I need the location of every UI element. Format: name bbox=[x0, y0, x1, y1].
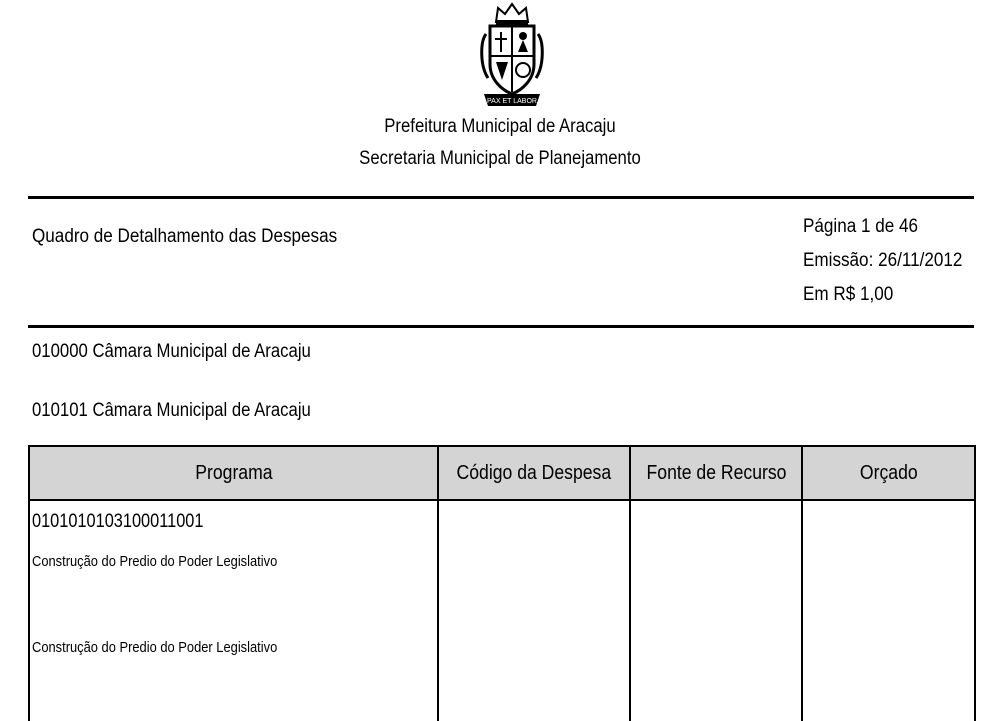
page-indicator: Página 1 de 46 bbox=[803, 216, 919, 237]
org-name: Prefeitura Municipal de Aracaju bbox=[384, 116, 616, 137]
program-cell bbox=[29, 500, 438, 721]
column-header-fonte-recurso: Fonte de Recurso bbox=[630, 446, 802, 500]
municipal-crest-logo bbox=[478, 2, 546, 108]
program-code: 0101010103100011001 bbox=[32, 511, 204, 532]
column-header-codigo-despesa: Código da Despesa bbox=[438, 446, 630, 500]
issue-date: Emissão: 26/11/2012 bbox=[803, 250, 963, 271]
program-description: Construção do Predio do Poder Legislativo bbox=[32, 639, 278, 656]
expense-table bbox=[28, 445, 976, 721]
department-name: Secretaria Municipal de Planejamento bbox=[359, 148, 641, 169]
table-header-row bbox=[29, 446, 975, 500]
column-header-programa: Programa bbox=[29, 446, 438, 500]
table-row bbox=[29, 500, 975, 721]
organ-label: 010000 Câmara Municipal de Aracaju bbox=[32, 341, 311, 362]
column-header-orcado: Orçado bbox=[802, 446, 975, 500]
crest-banner-text: PAX ET LABOR bbox=[487, 98, 537, 105]
budgeted-cell bbox=[802, 500, 975, 721]
header-divider bbox=[28, 196, 974, 199]
expense-code-cell bbox=[438, 500, 630, 721]
section-divider bbox=[28, 325, 974, 328]
report-title: Quadro de Detalhamento das Despesas bbox=[32, 226, 338, 247]
sub-unit-label: 010101 Câmara Municipal de Aracaju bbox=[32, 400, 311, 421]
currency-unit: Em R$ 1,00 bbox=[803, 284, 894, 305]
program-description: Construção do Predio do Poder Legislativo bbox=[32, 553, 278, 570]
funding-source-cell bbox=[630, 500, 802, 721]
